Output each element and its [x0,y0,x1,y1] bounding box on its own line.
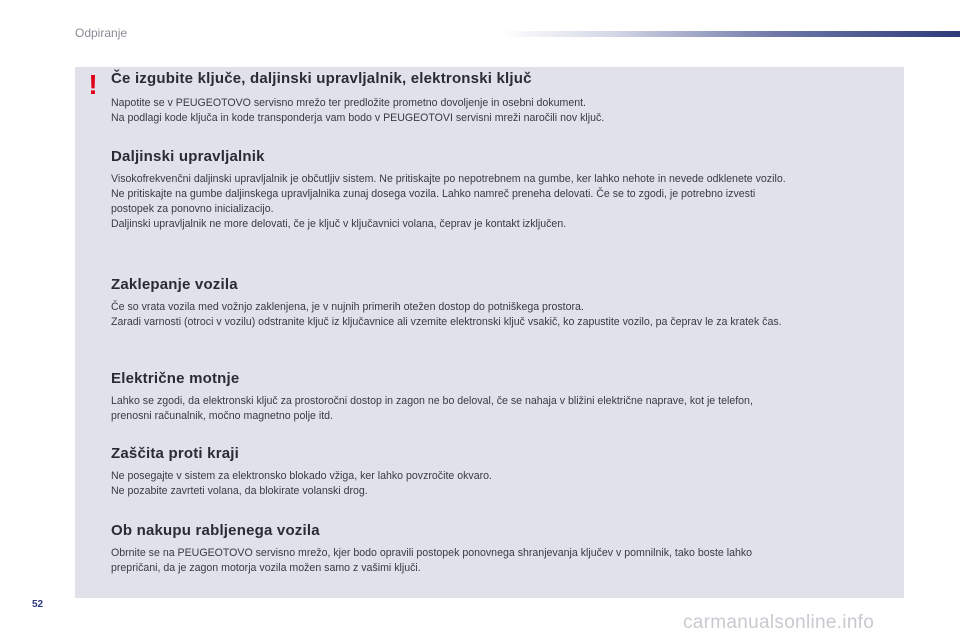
section-label: Odpiranje [75,26,128,40]
section-line: Obrnite se na PEUGEOTOVO servisno mrežo, kjer bodo opravili postopek ponovnega shranjevanja ključev v pomnilnik, tako boste lahko [111,547,753,559]
section-title: Če izgubite ključe, daljinski upravljalnik, elektronski ključ [111,70,532,87]
section-line: Zaradi varnosti (otroci v vozilu) odstranite ključ iz ključavnice ali vzemite elektronski ključ vsakič, ko zapustite vozilo, pa čeprav le za kratek čas. [111,316,782,328]
section-line: Daljinski upravljalnik ne more delovati, če je ključ v ključavnici volana, čeprav je kontakt izključen. [111,218,567,230]
section-lost-keys [111,70,901,126]
section-title: Ob nakupu rabljenega vozila [111,522,320,539]
section-vehicle-locking [111,276,901,330]
section-line: Ne pozabite zavrteti volana, da blokirate volanski drog. [111,485,368,497]
warning-icon: ! [88,69,98,100]
watermark: carmanualsonline.info [683,612,875,633]
section-line: Ne posegajte v sistem za elektronsko blokado vžiga, ker lahko povzročite okvaro. [111,470,492,482]
section-used-vehicle [111,522,901,576]
section-line: Lahko se zgodi, da elektronski ključ za prostoročni dostop in zagon ne bo deloval, če se nahaja v bližini električne naprave, kot je telefon, [111,395,753,407]
section-electrical-interference [111,370,901,424]
section-title: Zaklepanje vozila [111,276,238,293]
section-line: Ne pritiskajte na gumbe daljinskega upravljalnika zunaj dosega vozila. Lahko namreč preneha delovati. Če se to zgodi, je potrebno izvesti [111,188,756,200]
info-panel [75,67,904,598]
section-line: prepričani, da je zagon motorja vozila možen samo z vašimi ključi. [111,562,421,574]
section-line: postopek za ponovno inicializacijo. [111,203,274,215]
section-title: Zaščita proti kraji [111,445,240,462]
section-line: Visokofrekvenčni daljinski upravljalnik je občutljiv sistem. Ne pritiskajte po nepotrebnem na gumbe, ker lahko nehote in nevede odklenete vozilo. [111,173,786,185]
header-gradient-bar [500,31,960,37]
page-number: 52 [32,599,44,610]
section-title: Električne motnje [111,370,240,387]
section-line: Napotite se v PEUGEOTOVO servisno mrežo ter predložite prometno dovoljenje in osebni dokument. [111,97,586,109]
section-anti-theft [111,445,901,499]
section-line: Če so vrata vozila med vožnjo zaklenjena, je v nujnih primerih otežen dostop do potniškega prostora. [111,301,584,313]
section-remote-control [111,148,901,232]
section-line: Na podlagi kode ključa in kode transponderja vam bodo v PEUGEOTOVI servisni mreži naročili nov ključ. [111,112,605,124]
section-title: Daljinski upravljalnik [111,148,265,165]
section-line: prenosni računalnik, močno magnetno polje itd. [111,410,334,422]
